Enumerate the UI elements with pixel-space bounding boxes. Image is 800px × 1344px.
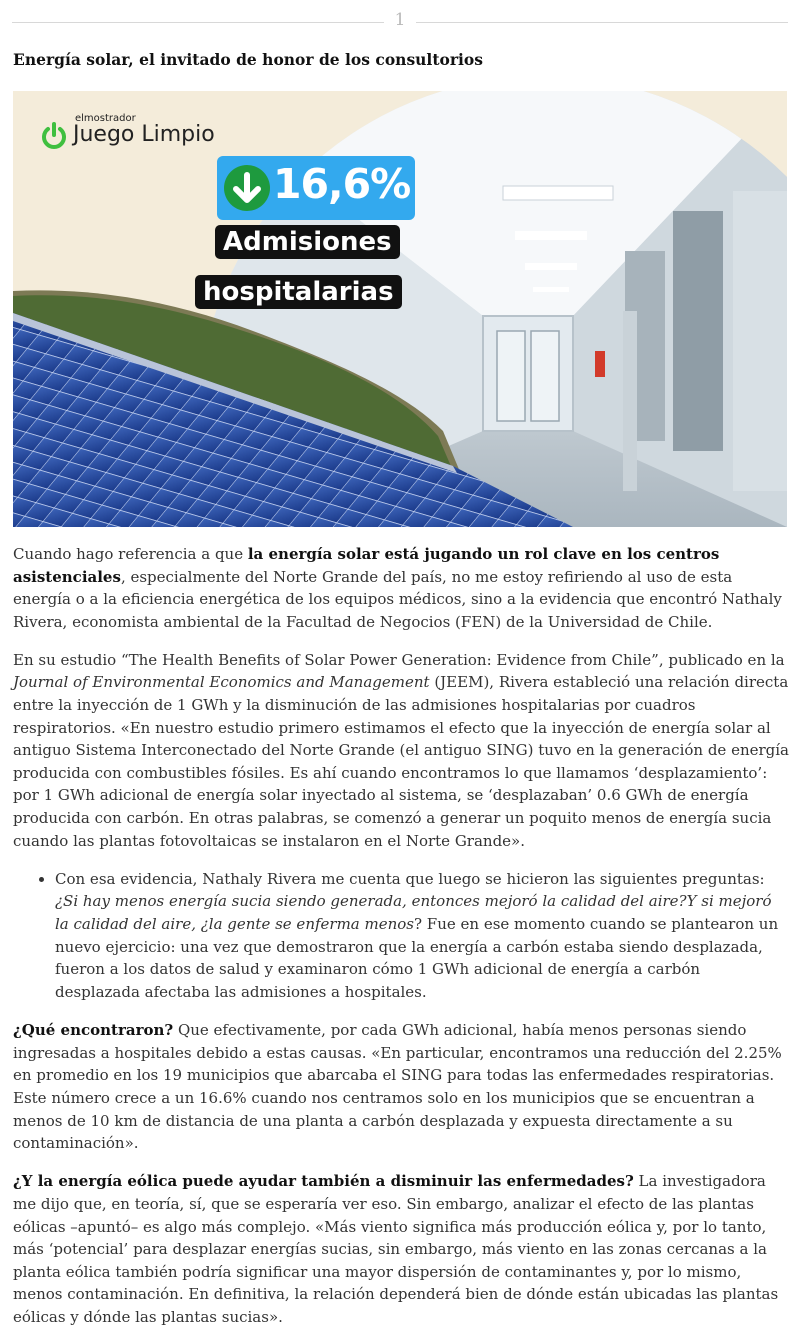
bullet-text: Con esa evidencia, Nathaly Rivera me cuenta que luego se hicieron las siguientes preguntas: [55,869,765,888]
logo-brand-big: Juego Limpio [73,122,215,147]
hero-image [13,91,787,527]
list-item [55,868,789,1004]
stat-value: 16,6% [273,160,411,208]
p4-text: La investigadora me dijo que, en teoría, sí, que se esperaría ver eso. Sin embargo, analizar el efecto de las plantas eólicas –apuntó– es algo más complejo. «Más viento significa más producción eólica y, por lo tanto, más ‘potencial’ para desplazar energías sucias, sin embargo, más viento en las zonas cercanas a la planta eólica también podría significar una mayor dispersión de contaminantes y, por lo mismo, menos contaminación. En definitiva, la relación dependerá bien de dónde están ubicadas las plantas eólicas y dónde las plantas sucias». [13,1172,779,1326]
paragraph-2 [13,649,789,852]
stat-badge [217,156,415,220]
divider-line-left [12,22,384,23]
paragraph-4 [13,1170,789,1328]
p1-text-end: , especialmente del Norte Grande del país, no me estoy refiriendo al uso de esta energía o a la eficiencia energética de los equipos médicos, sino a la evidencia que encontró Nathaly Rivera, economista ambiental de la Facultad de Negocios (FEN) de la Universidad de Chile. [13,567,782,631]
bullet-question: ¿Si hay menos energía sucia siendo generada, entonces mejoró la calidad del aire?Y si mejoró la calidad del aire, ¿la gente se enferma menos [55,892,772,933]
logo-brand-small: elmostrador [75,113,136,124]
paragraph-1 [13,543,789,633]
divider-line-right [416,22,788,23]
p1-bold: la energía solar está jugando un rol clave en los centros asistenciales [13,545,720,586]
arrow-down-icon [223,164,271,212]
section-number: 1 [394,10,406,30]
p3-text: Que efectivamente, por cada GWh adicional, había menos personas siendo ingresadas a hospitales debido a estas causas. «En particular, encontramos una reducción del 2.25% en promedio en los 19 municipios que abarcaba el SING para todas las enfermedades respiratorias. Este número crece a un 16.6% cuando nos centramos solo en los municipios que se encuentran a menos de 10 km de distancia de una planta a carbón desplazada y expuesta directamente a su contaminación». [13,1021,782,1153]
p4-bold: ¿Y la energía eólica puede ayudar también a disminuir las enfermedades? [13,1172,634,1191]
p2-text-end: (JEEM), Rivera estableció una relación directa entre la inyección de 1 GWh y la disminución de las admisiones hospitalarias por cuadros respiratorios. «En nuestro estudio primero estimamos el efecto que la inyección de energía solar al antiguo Sistema Interconectado del Norte Grande (el antiguo SING) tuvo en la generación de energía producida con combustibles fósiles. Es ahí cuando encontramos lo que llamamos ‘desplazamiento’: por 1 GWh adicional de energía solar inyectado al sistema, se ‘desplazaban’ 0.6 GWh de energía producida con carbón. En otras palabras, se comenzó a generar un poquito menos de energía sucia cuando las plantas fotovoltaicas se instalaron en el Norte Grande». [13,673,790,850]
power-icon [39,121,69,151]
p2-text: En su estudio “The Health Benefits of Solar Power Generation: Evidence from Chile”, publicado en la [13,650,785,669]
journal-name: Journal of Environmental Economics and Management [13,673,430,692]
stat-label-line1: Admisiones [215,225,400,259]
bullet-text-end: ? Fue en ese momento cuando se plantearon un nuevo ejercicio: una vez que demostraron que la energía a carbón estaba siendo desplazada, fueron a los datos de salud y examinaron cómo 1 GWh adicional de energía a carbón desplazada afectaba las admisiones a hospitales. [55,914,779,1001]
p3-bold: ¿Qué encontraron? [13,1021,174,1040]
section-divider [0,10,800,36]
section-title: Energía solar, el invitado de honor de los consultorios [13,50,483,69]
article-body [13,543,789,1344]
stat-label-line2: hospitalarias [195,275,402,309]
p1-text: Cuando hago referencia a que [13,545,248,563]
bullet-list [13,868,789,1004]
paragraph-3 [13,1019,789,1155]
